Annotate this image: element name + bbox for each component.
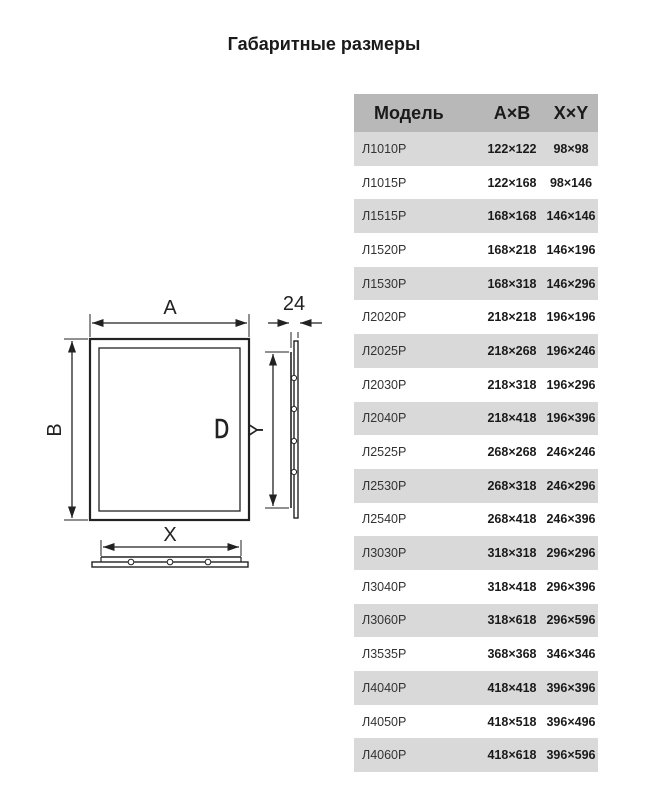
table-row <box>354 503 598 537</box>
cell-model: Л2025Р <box>362 343 407 358</box>
cell-xy: 98×98 <box>553 141 589 156</box>
cell-ab: 318×418 <box>487 579 537 594</box>
cell-xy: 146×196 <box>546 242 596 257</box>
hatch-side-view <box>246 293 322 518</box>
cell-ab: 122×122 <box>487 141 537 156</box>
table-header <box>354 94 598 132</box>
cell-ab: 418×418 <box>487 680 537 695</box>
cell-xy: 146×146 <box>546 209 596 224</box>
cell-ab: 418×518 <box>487 714 537 729</box>
lock-icon <box>217 420 227 437</box>
header-ab: A×B <box>493 102 531 123</box>
cell-xy: 196×196 <box>546 310 596 325</box>
cell-ab: 418×618 <box>487 748 537 763</box>
cell-model: Л3060Р <box>362 613 407 628</box>
label-b: B <box>44 423 66 437</box>
cell-model: Л2030Р <box>362 377 407 392</box>
table-row <box>354 469 598 503</box>
dimension-b <box>44 339 88 520</box>
table-row <box>354 233 598 267</box>
header-xy: X×Y <box>553 102 589 123</box>
cell-model: Л4050Р <box>362 714 407 729</box>
cell-xy: 196×296 <box>546 377 596 392</box>
hatch-front-view <box>90 339 249 520</box>
cell-xy: 396×396 <box>546 680 596 695</box>
cell-xy: 246×396 <box>546 512 596 527</box>
cell-ab: 122×168 <box>487 175 537 190</box>
cell-ab: 218×268 <box>487 343 537 358</box>
cell-ab: 218×418 <box>487 411 537 426</box>
hatch-bottom-view <box>92 524 248 567</box>
table-row <box>354 435 598 469</box>
table-row <box>354 637 598 671</box>
cell-xy: 296×296 <box>546 546 596 561</box>
cell-ab: 218×218 <box>487 310 537 325</box>
table-row <box>354 570 598 604</box>
table-row <box>354 166 598 200</box>
cell-ab: 168×168 <box>487 209 537 224</box>
cell-xy: 346×346 <box>546 647 596 662</box>
cell-xy: 98×146 <box>549 175 593 190</box>
table-row <box>354 402 598 436</box>
cell-model: Л1520Р <box>362 242 407 257</box>
cell-xy: 246×296 <box>546 478 596 493</box>
cell-model: Л3040Р <box>362 579 407 594</box>
label-depth: 24 <box>282 293 306 315</box>
table-row <box>354 705 598 739</box>
cell-model: Л2530Р <box>362 478 407 493</box>
cell-model: Л4040Р <box>362 680 407 695</box>
cell-xy: 396×596 <box>546 748 596 763</box>
cell-model: Л2040Р <box>362 411 407 426</box>
cell-ab: 168×318 <box>487 276 537 291</box>
cell-xy: 396×496 <box>546 714 596 729</box>
page-title: Габаритные размеры <box>227 34 421 54</box>
table-row <box>354 536 598 570</box>
cell-ab: 268×418 <box>487 512 537 527</box>
size-table <box>354 94 598 772</box>
cell-model: Л3030Р <box>362 546 407 561</box>
cell-ab: 318×318 <box>487 546 537 561</box>
cell-xy: 296×396 <box>546 579 596 594</box>
cell-ab: 218×318 <box>487 377 537 392</box>
cell-model: Л1010Р <box>362 141 407 156</box>
table-row <box>354 604 598 638</box>
cell-ab: 268×268 <box>487 445 537 460</box>
dimension-a <box>90 297 249 337</box>
cell-model: Л2525Р <box>362 445 407 460</box>
cell-ab: 368×368 <box>487 647 537 662</box>
cell-ab: 168×218 <box>487 242 537 257</box>
table-row <box>354 334 598 368</box>
cell-xy: 146×296 <box>546 276 596 291</box>
table-row <box>354 300 598 334</box>
table-row <box>354 132 598 166</box>
cell-xy: 196×396 <box>546 411 596 426</box>
cell-model: Л4060Р <box>362 748 407 763</box>
cell-model: Л3535Р <box>362 647 407 662</box>
label-y: Y <box>246 423 268 437</box>
table-row <box>354 199 598 233</box>
table-row <box>354 671 598 705</box>
cell-model: Л1530Р <box>362 276 407 291</box>
cell-ab: 318×618 <box>487 613 537 628</box>
label-a: A <box>163 297 177 319</box>
cell-ab: 268×318 <box>487 478 537 493</box>
cell-model: Л2540Р <box>362 512 407 527</box>
cell-xy: 296×596 <box>546 613 596 628</box>
cell-model: Л2020Р <box>362 310 407 325</box>
cell-model: Л1515Р <box>362 209 407 224</box>
table-row <box>354 368 598 402</box>
cell-xy: 196×246 <box>546 343 596 358</box>
label-x: X <box>163 524 177 546</box>
table-row <box>354 267 598 301</box>
table-row <box>354 738 598 772</box>
header-model: Модель <box>374 102 444 123</box>
cell-xy: 246×246 <box>546 445 596 460</box>
cell-model: Л1015Р <box>362 175 407 190</box>
